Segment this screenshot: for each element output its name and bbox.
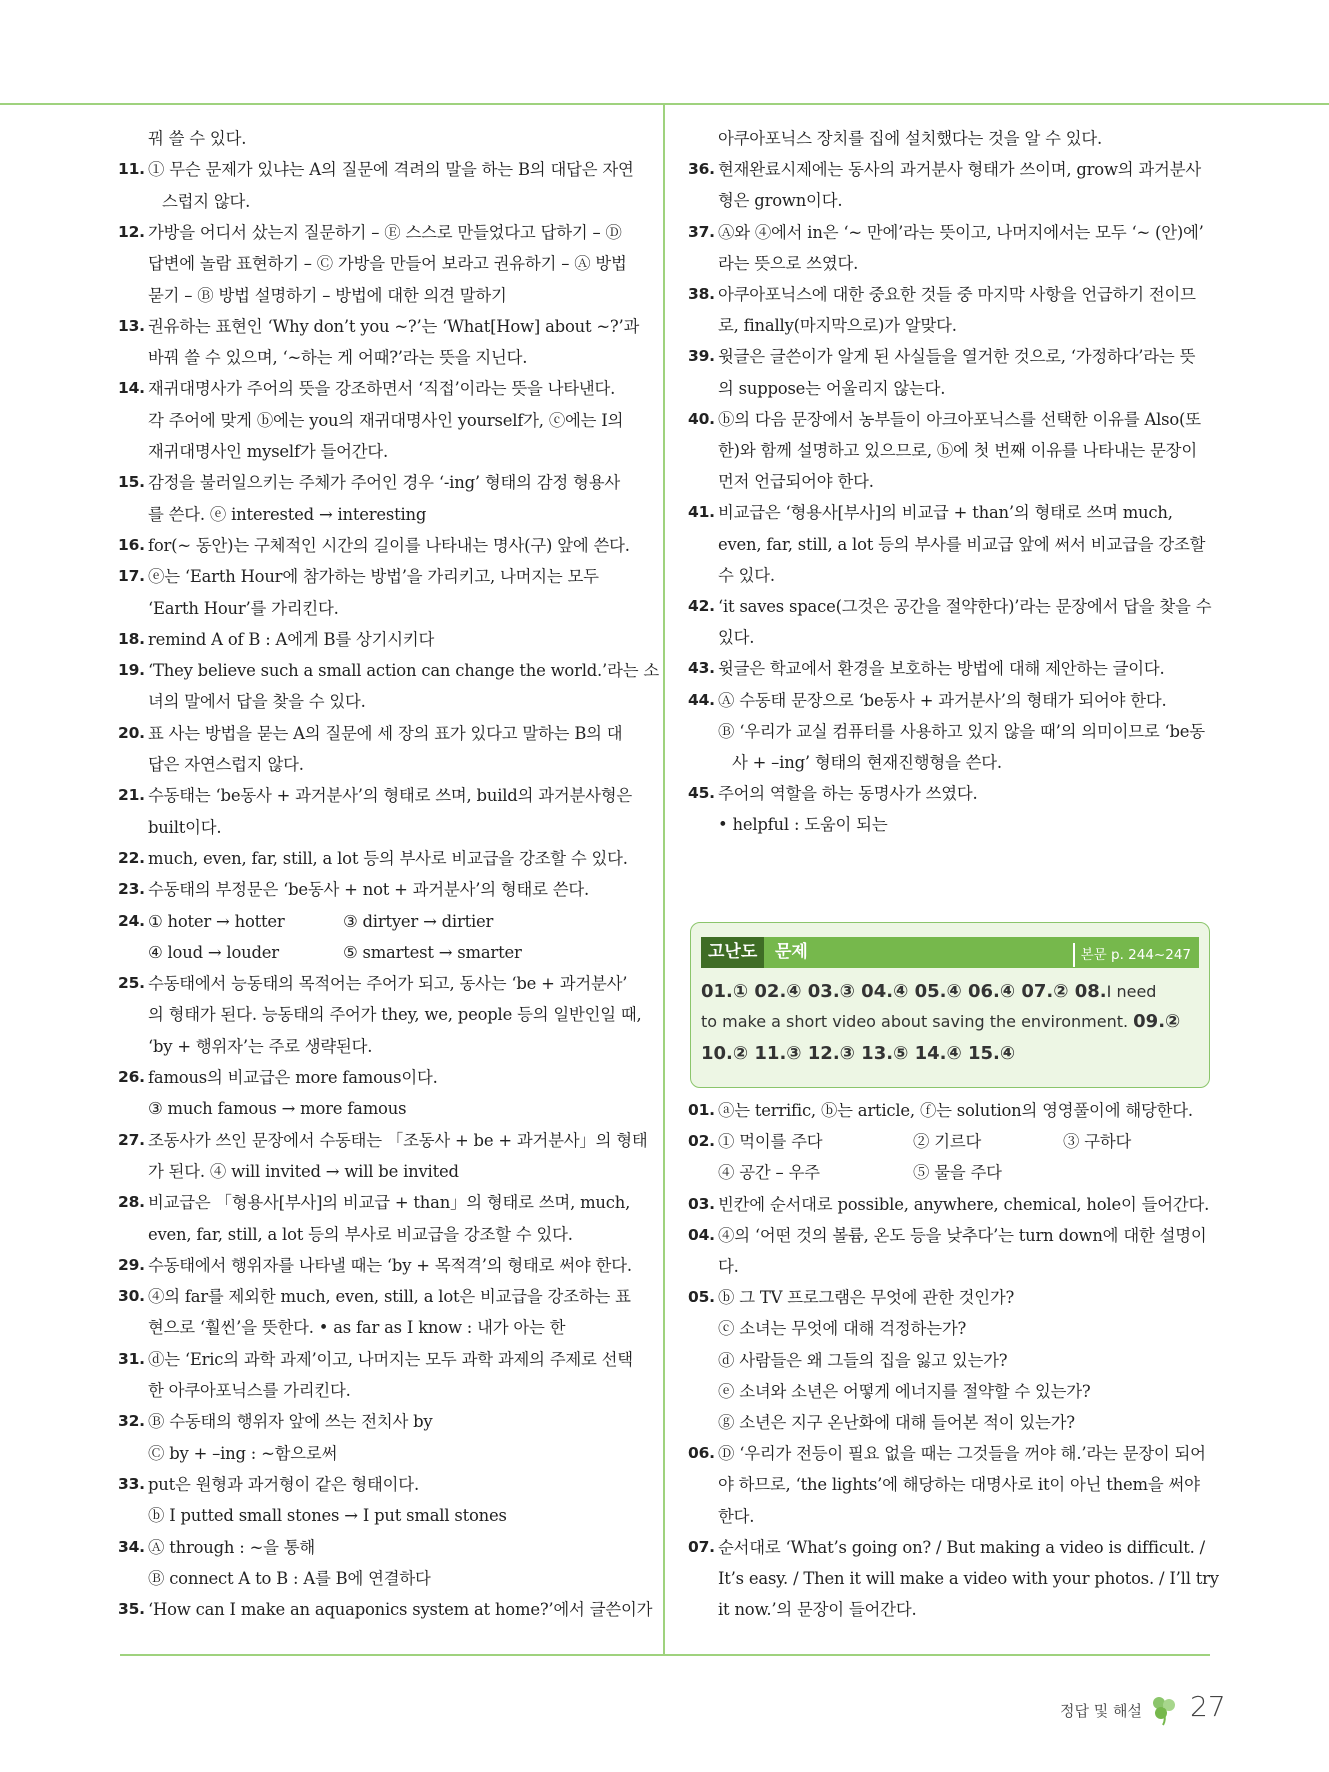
item-text: Ⓑ ‘우리가 교실 컴퓨터를 사용하고 있지 않을 때’의 의미이므로 ‘be동 bbox=[718, 721, 1205, 741]
text-line bbox=[688, 1407, 1213, 1438]
item-text: built이다. bbox=[148, 817, 222, 837]
text-line bbox=[688, 217, 1213, 248]
item-text: 수동태에서 능동태의 목적어는 주어가 되고, 동사는 ‘be + 과거분사’ bbox=[148, 974, 628, 994]
item-text: 수동태는 ‘be동사 + 과거분사’의 형태로 쓰며, build의 과거분사형은 bbox=[148, 786, 633, 806]
text-line bbox=[118, 217, 643, 248]
text-line bbox=[688, 716, 1213, 747]
answer-line-2 bbox=[701, 1011, 1180, 1032]
text-line bbox=[688, 747, 1213, 778]
text-line bbox=[118, 1125, 648, 1156]
text-line bbox=[118, 280, 643, 311]
text-line bbox=[688, 622, 1213, 653]
page-reference: 본문 p. 244~247 bbox=[1073, 943, 1191, 967]
text-line bbox=[688, 1220, 1213, 1251]
item-number: 44. bbox=[688, 690, 715, 709]
item-text: ① 먹이를 주다 bbox=[718, 1132, 823, 1152]
item-text: Ⓐ와 ④에서 in은 ‘~ 만에’라는 뜻이고, 나머지에서는 모두 ‘~ (안)에’ bbox=[718, 222, 1204, 242]
text-line bbox=[688, 1438, 1213, 1469]
item-text: remind A of B : A에게 B를 상기시키다 bbox=[148, 629, 435, 649]
item-number: 03. bbox=[688, 1194, 715, 1213]
item-text: 가 된다. ④ will invited → will be invited bbox=[148, 1161, 459, 1181]
item-text: ① 무슨 문제가 있냐는 A의 질문에 격려의 말을 하는 B의 대답은 자연 bbox=[148, 160, 634, 180]
text-line bbox=[118, 1312, 643, 1343]
answer-09: 09.② bbox=[1133, 1011, 1181, 1032]
text-line bbox=[118, 311, 643, 342]
item-text: 각 주어에 맞게 ⓑ에는 you의 재귀대명사인 yourself가, ⓒ에는 I의 bbox=[148, 410, 624, 430]
text-line bbox=[688, 310, 1213, 341]
text-line bbox=[688, 1501, 1213, 1532]
text-line bbox=[118, 1500, 643, 1531]
text-line bbox=[118, 499, 643, 530]
text-line bbox=[688, 560, 1213, 591]
text-line bbox=[688, 185, 1213, 216]
text-line bbox=[118, 373, 643, 404]
text-line bbox=[118, 1219, 643, 1250]
text-line bbox=[118, 248, 643, 279]
item-text: ④ 공간 – 우주 bbox=[718, 1163, 820, 1183]
item-option: ⑤ 물을 주다 bbox=[913, 1163, 1002, 1183]
item-text-indented: 스럽지 않다. bbox=[162, 191, 251, 211]
item-text: 로, finally(마지막으로)가 알맞다. bbox=[718, 316, 957, 336]
item-option: ⑤ smartest → smarter bbox=[343, 942, 522, 962]
text-line bbox=[118, 812, 643, 843]
item-text: ④의 ‘어떤 것의 볼륨, 온도 등을 낮추다’는 turn down에 대한 설명이 bbox=[718, 1225, 1207, 1245]
item-number: 19. bbox=[118, 661, 145, 680]
item-text: 한)와 함께 설명하고 있으므로, ⓑ에 첫 번째 이유를 나타내는 문장이 bbox=[718, 441, 1197, 460]
item-text: ‘They believe such a small action can change the world.’라는 소 bbox=[148, 661, 659, 681]
text-line bbox=[118, 968, 643, 999]
item-text: Ⓑ connect A to B : A를 B에 연결하다 bbox=[148, 1568, 431, 1588]
item-number: 37. bbox=[688, 222, 715, 241]
item-number: 07. bbox=[688, 1537, 715, 1556]
item-number: 30. bbox=[118, 1287, 145, 1306]
text-line bbox=[688, 653, 1213, 684]
text-line bbox=[118, 1375, 643, 1406]
item-text: 수동태에서 행위자를 나타낼 때는 ‘by + 목적격’의 형태로 써야 한다. bbox=[148, 1255, 632, 1275]
text-line bbox=[688, 466, 1213, 497]
item-option: ② 기르다 bbox=[913, 1132, 982, 1152]
item-text: even, far, still, a lot 등의 부사로 비교급을 강조할 수 있다. bbox=[148, 1224, 573, 1244]
item-text: 현으로 ‘훨씬’을 뜻한다. • as far as I know : 내가 아는 한 bbox=[148, 1318, 566, 1338]
item-number: 20. bbox=[118, 723, 145, 742]
item-text: ⓔ는 ‘Earth Hour에 참가하는 방법’을 가리키고, 나머지는 모두 bbox=[148, 567, 599, 587]
text-line bbox=[688, 1126, 1213, 1157]
text-line bbox=[118, 1594, 653, 1625]
item-number: 05. bbox=[688, 1288, 715, 1307]
text-line bbox=[688, 1157, 1213, 1188]
item-number: 14. bbox=[118, 379, 145, 398]
item-number: 33. bbox=[118, 1474, 145, 1493]
item-number: 35. bbox=[118, 1600, 145, 1619]
text-line bbox=[118, 937, 643, 968]
text-line bbox=[688, 435, 1213, 466]
item-text: 를 쓴다. ⓔ interested → interesting bbox=[148, 504, 427, 524]
text-line bbox=[118, 780, 643, 811]
item-text: put은 원형과 과거형이 같은 형태이다. bbox=[148, 1474, 419, 1494]
text-line bbox=[118, 1281, 643, 1312]
item-number: 25. bbox=[118, 974, 145, 993]
item-text: 수동태의 부정문은 ‘be동사 + not + 과거분사’의 형태로 쓴다. bbox=[148, 880, 590, 900]
item-text: ⓓ는 ‘Eric의 과학 과제’이고, 나머지는 모두 과학 과제의 주제로 선택 bbox=[148, 1349, 633, 1369]
item-text: It’s easy. / Then it will make a video with your photos. / I’ll try bbox=[718, 1569, 1219, 1588]
item-text: ⓖ 소년은 지구 온난화에 대해 들어본 적이 있는가? bbox=[718, 1413, 1075, 1432]
text-line bbox=[688, 1563, 1219, 1594]
item-text: 재귀대명사가 주어의 뜻을 강조하면서 ‘직접’이라는 뜻을 나타낸다. bbox=[148, 379, 616, 399]
item-text: • helpful : 도움이 되는 bbox=[718, 815, 888, 835]
item-text: 한 아쿠아포닉스를 가리킨다. bbox=[148, 1381, 351, 1400]
text-line bbox=[688, 1282, 1213, 1313]
text-line bbox=[118, 655, 659, 686]
item-number: 41. bbox=[688, 503, 715, 522]
text-line bbox=[688, 154, 1213, 185]
item-text: 묻기 – Ⓑ 방법 설명하기 – 방법에 대한 의견 말하기 bbox=[148, 285, 507, 305]
text-line bbox=[688, 1345, 1213, 1376]
text-line bbox=[688, 248, 1213, 279]
item-text: ⓑ의 다음 문장에서 농부들이 아크아포닉스를 선택한 이유를 Also(또 bbox=[718, 409, 1201, 429]
item-number: 34. bbox=[118, 1537, 145, 1556]
text-line bbox=[118, 749, 643, 780]
text-line bbox=[118, 154, 643, 185]
text-line bbox=[118, 843, 643, 874]
text-line bbox=[118, 999, 643, 1030]
text-line bbox=[118, 1093, 643, 1124]
text-line bbox=[118, 1156, 643, 1187]
text-line bbox=[688, 1313, 1213, 1344]
difficulty-badge: 고난도 bbox=[701, 937, 764, 968]
item-number: 13. bbox=[118, 316, 145, 335]
item-number: 43. bbox=[688, 659, 715, 678]
item-text: 가방을 어디서 샀는지 질문하기 – Ⓔ 스스로 만들었다고 답하기 – Ⓓ bbox=[148, 222, 622, 242]
item-text: 주어의 역할을 하는 동명사가 쓰였다. bbox=[718, 784, 978, 804]
column-divider bbox=[663, 104, 665, 1654]
item-text: ④의 far를 제외한 much, even, still, a lot은 비교급을 강조하는 표 bbox=[148, 1287, 631, 1307]
text-line bbox=[118, 436, 643, 467]
item-text: ‘How can I make an aquaponics system at home?’에서 글쓴이가 bbox=[148, 1600, 653, 1620]
item-text: 먼저 언급되어야 한다. bbox=[718, 472, 874, 492]
item-text: 답변에 놀람 표현하기 – Ⓒ 가방을 만들어 보라고 권유하기 – Ⓐ 방법 bbox=[148, 254, 627, 274]
item-text: 바꿔 쓸 수 있으며, ‘~하는 게 어때?’라는 뜻을 지닌다. bbox=[148, 348, 528, 368]
item-text: 윗글은 학교에서 환경을 보호하는 방법에 대해 제안하는 글이다. bbox=[718, 659, 1165, 679]
item-number: 15. bbox=[118, 473, 145, 492]
item-text: Ⓐ through : ~을 통해 bbox=[148, 1537, 316, 1557]
clover-icon bbox=[1150, 1694, 1178, 1726]
item-text: ‘Earth Hour’를 가리킨다. bbox=[148, 598, 339, 618]
text-line bbox=[118, 1344, 643, 1375]
text-line bbox=[118, 405, 643, 436]
item-text: much, even, far, still, a lot 등의 부사로 비교급을 강조할 수 있다. bbox=[148, 848, 628, 868]
text-line bbox=[118, 624, 643, 655]
answer-list-1: 01.① 02.④ 03.③ 04.④ 05.④ 06.④ 07.② 08. bbox=[701, 981, 1107, 1002]
text-line bbox=[688, 685, 1213, 716]
item-text: 꿔 쓸 수 있다. bbox=[148, 129, 247, 148]
text-line bbox=[118, 467, 643, 498]
item-text: ‘by + 행위자’는 주로 생략된다. bbox=[148, 1036, 373, 1056]
text-line bbox=[688, 591, 1213, 622]
item-text: ① hoter → hotter bbox=[148, 911, 285, 931]
answer-box-header bbox=[701, 937, 1199, 968]
item-number: 18. bbox=[118, 629, 145, 648]
item-number: 28. bbox=[118, 1193, 145, 1212]
text-line bbox=[118, 1250, 643, 1281]
text-line bbox=[118, 1062, 643, 1093]
item-number: 22. bbox=[118, 848, 145, 867]
text-line bbox=[688, 778, 1213, 809]
item-text: Ⓒ by + –ing : ~함으로써 bbox=[148, 1443, 338, 1463]
text-line bbox=[118, 530, 643, 561]
item-text: ⓒ 소녀는 무엇에 대해 걱정하는가? bbox=[718, 1319, 967, 1339]
item-text: it now.’의 문장이 들어간다. bbox=[718, 1600, 917, 1620]
text-line bbox=[118, 593, 643, 624]
item-number: 17. bbox=[118, 567, 145, 586]
text-line bbox=[118, 1532, 643, 1563]
footer-section-label: 정답 및 해설 bbox=[1060, 1702, 1142, 1720]
text-line bbox=[688, 1376, 1213, 1407]
answer-line-3 bbox=[701, 1043, 1015, 1064]
item-text: 비교급은 ‘형용사[부사]의 비교급 + than’의 형태로 쓰며 much, bbox=[718, 503, 1173, 523]
item-text: 아쿠아포닉스 장치를 집에 설치했다는 것을 알 수 있다. bbox=[718, 129, 1103, 148]
item-text: 윗글은 글쓴이가 알게 된 사실들을 열거한 것으로, ‘가정하다’라는 뜻 bbox=[718, 347, 1196, 367]
item-number: 45. bbox=[688, 784, 715, 803]
item-text: 녀의 말에서 답을 찾을 수 있다. bbox=[148, 692, 366, 712]
text-line bbox=[688, 279, 1213, 310]
item-text: ③ much famous → more famous bbox=[148, 1099, 407, 1119]
answer-08-text: I need bbox=[1106, 982, 1157, 1001]
item-text: ⓑ I putted small stones → I put small stones bbox=[148, 1506, 507, 1526]
text-line bbox=[118, 906, 643, 937]
answer-08-text-cont: to make a short video about saving the environment. bbox=[701, 1012, 1129, 1031]
item-text: 라는 뜻으로 쓰였다. bbox=[718, 253, 859, 273]
item-number: 04. bbox=[688, 1225, 715, 1244]
answer-box-title: 문제 bbox=[775, 942, 808, 962]
item-text: Ⓓ ‘우리가 전등이 필요 없을 때는 그것들을 꺼야 해.’라는 문장이 되어 bbox=[718, 1444, 1206, 1464]
item-text: even, far, still, a lot 등의 부사를 비교급 앞에 써서 비교급을 강조할 bbox=[718, 534, 1206, 554]
text-line bbox=[688, 341, 1213, 372]
text-line bbox=[118, 1406, 643, 1437]
item-number: 38. bbox=[688, 285, 715, 303]
text-line bbox=[688, 1095, 1213, 1126]
item-number: 40. bbox=[688, 409, 715, 428]
item-text: 답은 자연스럽지 않다. bbox=[148, 755, 304, 774]
item-text: 있다. bbox=[718, 628, 755, 648]
text-line bbox=[688, 1594, 1213, 1625]
item-text: 비교급은 「형용사[부사]의 비교급 + than」의 형태로 쓰며, much, bbox=[148, 1193, 631, 1213]
item-text: Ⓐ 수동태 문장으로 ‘be동사 + 과거분사’의 형태가 되어야 한다. bbox=[718, 690, 1167, 710]
item-text: 현재완료시제에는 동사의 과거분사 형태가 쓰이며, grow의 과거분사 bbox=[718, 160, 1201, 180]
text-line bbox=[688, 529, 1213, 560]
item-text: ⓔ 소녀와 소년은 어떻게 에너지를 절약할 수 있는가? bbox=[718, 1381, 1091, 1401]
item-number: 42. bbox=[688, 597, 715, 615]
item-text: 형은 grown이다. bbox=[718, 191, 843, 211]
item-text: 재귀대명사인 myself가 들어간다. bbox=[148, 442, 389, 461]
item-number: 21. bbox=[118, 786, 145, 805]
item-text: 감정을 불러일으키는 주체가 주어인 경우 ‘-ing’ 형태의 감정 형용사 bbox=[148, 473, 620, 493]
item-number: 12. bbox=[118, 222, 145, 241]
item-text: 수 있다. bbox=[718, 565, 775, 585]
text-line bbox=[688, 404, 1213, 435]
item-number: 32. bbox=[118, 1412, 145, 1431]
text-line bbox=[688, 1189, 1213, 1220]
item-text: 조동사가 쓰인 문장에서 수동태는 「조동사 + be + 과거분사」의 형태 bbox=[148, 1130, 648, 1150]
item-number: 11. bbox=[118, 160, 145, 179]
text-line bbox=[118, 1031, 643, 1062]
answer-line-1 bbox=[701, 981, 1156, 1002]
item-text: Ⓑ 수동태의 행위자 앞에 쓰는 전치사 by bbox=[148, 1412, 433, 1432]
item-text: 의 suppose는 어울리지 않는다. bbox=[718, 378, 946, 398]
text-line bbox=[118, 186, 643, 217]
answer-summary-box bbox=[690, 922, 1210, 1088]
item-text: famous의 비교급은 more famous이다. bbox=[148, 1068, 438, 1087]
text-line bbox=[688, 1469, 1213, 1500]
item-text: 권유하는 표현인 ‘Why don’t you ~?’는 ‘What[How] about ~?’과 bbox=[148, 316, 640, 336]
text-line bbox=[118, 718, 643, 749]
bottom-rule bbox=[120, 1654, 1210, 1656]
item-option: ③ dirtyer → dirtier bbox=[343, 911, 494, 931]
item-number: 29. bbox=[118, 1255, 145, 1274]
item-text: ‘it saves space(그것은 공간을 절약한다)’라는 문장에서 답을 찾을 수 bbox=[718, 597, 1212, 616]
item-number: 31. bbox=[118, 1349, 145, 1368]
item-number: 23. bbox=[118, 880, 145, 899]
text-line bbox=[688, 809, 1213, 840]
text-line bbox=[688, 123, 1213, 154]
item-number: 06. bbox=[688, 1444, 715, 1463]
text-line bbox=[688, 1251, 1213, 1282]
item-number: 16. bbox=[118, 535, 145, 554]
text-line bbox=[118, 1469, 643, 1500]
text-line bbox=[118, 686, 643, 717]
item-number: 01. bbox=[688, 1101, 715, 1119]
item-text: 야 하므로, ‘the lights’에 해당하는 대명사로 it이 아닌 them을 써야 bbox=[718, 1475, 1200, 1495]
text-line bbox=[118, 1187, 643, 1218]
item-text: 빈칸에 순서대로 possible, anywhere, chemical, hole이 들어간다. bbox=[718, 1194, 1210, 1214]
text-line bbox=[118, 342, 643, 373]
item-text: 표 사는 방법을 묻는 A의 질문에 세 장의 표가 있다고 말하는 B의 대 bbox=[148, 723, 623, 743]
item-text: 아쿠아포닉스에 대한 중요한 것들 중 마지막 사항을 언급하기 전이므 bbox=[718, 285, 1196, 304]
item-text: ⓓ 사람들은 왜 그들의 집을 잃고 있는가? bbox=[718, 1350, 1008, 1370]
text-line bbox=[118, 123, 643, 154]
item-number: 39. bbox=[688, 347, 715, 366]
item-text-indented: 사 + –ing’ 형태의 현재진행형을 쓴다. bbox=[732, 753, 1002, 772]
item-number: 27. bbox=[118, 1130, 145, 1149]
item-text: ④ loud → louder bbox=[148, 942, 279, 962]
text-line bbox=[688, 373, 1213, 404]
item-number: 36. bbox=[688, 160, 715, 179]
text-line bbox=[118, 561, 643, 592]
text-line bbox=[118, 874, 643, 905]
answer-list-2: 10.② 11.③ 12.③ 13.⑤ 14.④ 15.④ bbox=[701, 1043, 1016, 1064]
item-option: ③ 구하다 bbox=[1063, 1132, 1132, 1152]
item-text: for(~ 동안)는 구체적인 시간의 길이를 나타내는 명사(구) 앞에 쓴다. bbox=[148, 535, 630, 555]
text-line bbox=[688, 1532, 1213, 1563]
item-text: 한다. bbox=[718, 1506, 755, 1526]
item-text: ⓑ 그 TV 프로그램은 무엇에 관한 것인가? bbox=[718, 1288, 1015, 1308]
item-text: 의 형태가 된다. 능동태의 주어가 they, we, people 등의 일반인일 때, bbox=[148, 1005, 642, 1025]
text-line bbox=[688, 497, 1213, 528]
item-text: 다. bbox=[718, 1257, 739, 1276]
item-text: ⓐ는 terrific, ⓑ는 article, ⓕ는 solution의 영영풀이에 해당한다. bbox=[718, 1101, 1193, 1120]
item-number: 24. bbox=[118, 911, 145, 930]
item-number: 26. bbox=[118, 1068, 145, 1086]
text-line bbox=[118, 1438, 643, 1469]
page-number: 27 bbox=[1190, 1690, 1226, 1723]
text-line bbox=[118, 1563, 643, 1594]
item-text: 순서대로 ‘What’s going on? / But making a video is difficult. / bbox=[718, 1537, 1205, 1557]
item-number: 02. bbox=[688, 1132, 715, 1151]
